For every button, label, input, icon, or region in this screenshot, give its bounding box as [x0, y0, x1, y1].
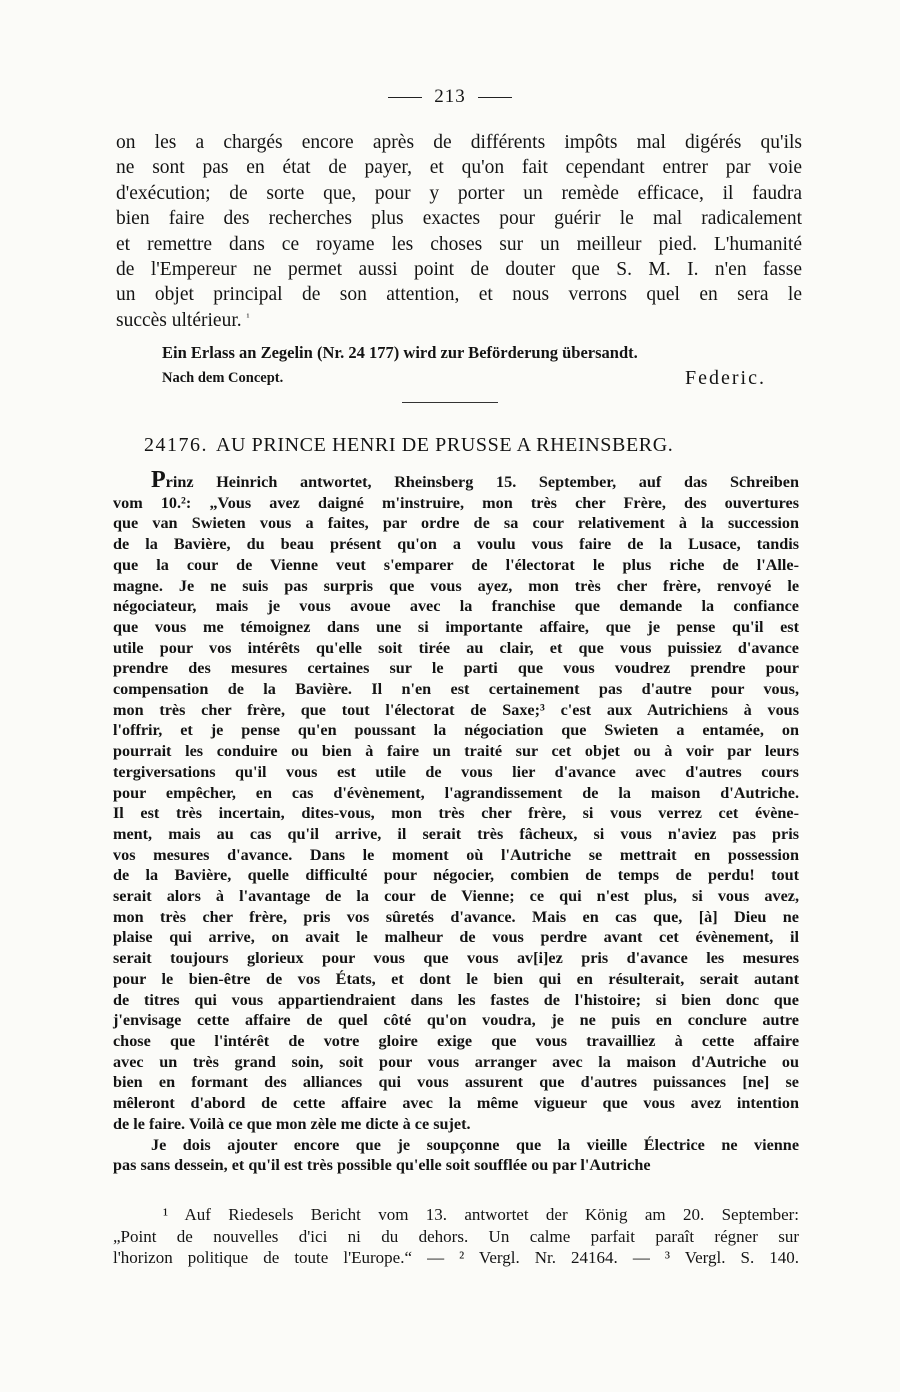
text-line: d'exécution; de sorte que, pour y porter un remède efficace, il faudra — [116, 182, 802, 204]
letter-line: mêleront d'abord de cette affaire avec la même vigueur que vous avez intention — [113, 1094, 799, 1113]
letter-line: magne. Je ne suis pas surpris que vous ayez, mon très cher frère, renvoyé le — [113, 576, 799, 595]
letter-line: plaise qui arrive, on avait le malheur de vous perdre avant cet évènement, il — [113, 928, 799, 947]
letter-line: pourrait les conduire ou bien à faire un traité sur cet objet ou à voir par leurs — [113, 742, 799, 761]
letter-line: serait toujours glorieux pour vous que vous av[i]ez pris d'avance les mesures — [113, 949, 799, 968]
letter-line: que vous me témoignez dans une si importante affaire, que je pense qu'il est — [113, 617, 799, 636]
letter-line: pour empêcher, en cas d'évènement, l'agrandissement de la maison d'Autriche. — [113, 783, 799, 802]
letter-heading — [144, 434, 784, 457]
letter-line: pour le bien-être de vos États, et dont le bien qui en résulterait, serait autant — [113, 969, 799, 988]
footnote-line: ¹ Auf Riedesels Bericht vom 13. antwortet der König am 20. September: — [163, 1205, 799, 1224]
header-dash-right — [478, 97, 512, 98]
text-line: succès ultérieur. — [116, 309, 242, 331]
letter-body — [113, 467, 799, 1176]
letter-line: j'envisage cette affaire de quel côté qu'on voudra, je ne puis en conclure autre — [113, 1011, 799, 1030]
letter-line: vos mesures d'avance. Dans le moment où l'Autriche se mettrait en possession — [113, 845, 799, 864]
letter-line: Il est très incertain, dites-vous, mon très cher frère, si vous verrez cet évène- — [113, 804, 799, 823]
section-divider — [402, 402, 498, 403]
text-line: et remettre dans ce royame les choses sur un meilleur pied. L'humanité — [116, 233, 802, 255]
letter-number: 24176. — [144, 434, 208, 456]
letter-line: vom 10.²: „Vous avez daigné m'instruire, mon très cher Frère, des ouvertures — [113, 493, 799, 512]
footnotes — [113, 1204, 799, 1269]
letter-line: mon très cher frère, pris vos sûretés d'avance. Mais en cas que, [à] Dieu ne — [113, 907, 799, 926]
letter-line: l'offrir, et je pense qu'en poussant la négociation que Swieten a entamée, on — [113, 721, 799, 740]
text-line: bien faire des recherches plus exactes pour guérir le mal radicalement — [116, 208, 802, 230]
text-line: ne sont pas en état de payer, et qu'on fait cependant entrer par voie — [116, 157, 802, 179]
letter-line: avec un très grand soin, soit pour vous arranger avec la maison d'Autriche ou — [113, 1052, 799, 1071]
text-line: un objet principal de son attention, et nous verrons quel en sera le — [116, 284, 802, 306]
erlass-note: Ein Erlass an Zegelin (Nr. 24 177) wird zur Beförderung übersandt. — [162, 343, 638, 362]
letter-line: serait alors à l'avantage de la cour de Vienne; ce qui n'est plus, si vous avez, — [113, 887, 799, 906]
letter-line: Prinz Heinrich antwortet, Rheinsberg 15. September, auf das Schreiben — [151, 467, 799, 493]
footnote-line: „Point de nouvelles d'ici ni du dehors. Un calme parfait paraît régner sur — [113, 1226, 799, 1246]
text-line: on les a chargés encore après de différents impôts mal digérés qu'ils — [116, 132, 802, 153]
letter-line: ment, mais au cas qu'il arrive, il serait très fâcheux, si vous n'aviez pas pris — [113, 824, 799, 843]
text-line-last — [116, 308, 802, 333]
letter-line: utile pour vos intérêts qu'elle soit tirée au clair, et que vous puissiez d'avance — [113, 638, 799, 657]
footnote-line: l'horizon politique de toute l'Europe.“ — ² Vergl. Nr. 24164. — ³ Vergl. S. 140. — [113, 1248, 799, 1267]
letter-line: de la Bavière, du beau présent qu'on a voulu vous faire de la Lusace, tandis — [113, 535, 799, 554]
header-dash-left — [388, 97, 422, 98]
letter-title: AU PRINCE HENRI DE PRUSSE A RHEINSBERG. — [216, 434, 674, 456]
letter-line: chose que l'intérêt de votre gloire exige que vous travailliez à cette affaire — [113, 1031, 799, 1050]
letter-line: que van Swieten vous a faites, par ordre de sa cour relativement à la succession — [113, 514, 799, 533]
letter-line: de la Bavière, quelle difficulté pour négocier, combien de temps de perdu! tout — [113, 866, 799, 885]
page-number: 213 — [434, 86, 466, 107]
signature: Federic. — [685, 367, 766, 389]
letter-line: pas sans dessein, et qu'il est très possible qu'elle soit soufflée ou par l'Autriche — [113, 1156, 651, 1175]
letter-line: bien en formant des alliances qui vous assurent que d'autres puissances [ne] se — [113, 1073, 799, 1092]
letter-line: tergiversations qu'il vous est utile de vous lier d'avance avec d'autres cours — [113, 762, 799, 781]
text-line: de l'Empereur ne permet aussi point de douter que S. M. I. n'en fasse — [116, 259, 802, 281]
page-header — [0, 86, 900, 108]
letter-line: négociateur, mais je vous avoue avec la franchise que demande la confiance — [113, 597, 799, 616]
letter-line: compensation de la Bavière. Il n'en est certainement pas d'autre pour vous, — [113, 680, 799, 699]
footnote-mark: ¹ — [246, 311, 250, 323]
letter-line: mon très cher frère, que tout l'électorat de Saxe;³ c'est aux Autrichiens à vous — [113, 700, 799, 719]
letter-line: de le faire. Voilà ce que mon zèle me dicte à ce sujet. — [113, 1114, 471, 1133]
letter-line: que la cour de Vienne veut s'emparer de l'électorat le plus riche de l'Alle- — [113, 555, 799, 574]
letter-line: prendre des mesures certaines sur le parti que vous voudrez prendre pour — [113, 659, 799, 678]
continued-text — [116, 130, 802, 333]
source-note: Nach dem Concept. — [162, 370, 284, 386]
letter-line: Je dois ajouter encore que je soupçonne que la vieille Électrice ne vienne — [151, 1135, 799, 1154]
letter-line: de titres qui vous appartiendraient dans les fastes de l'histoire; si bien donc que — [113, 990, 799, 1009]
